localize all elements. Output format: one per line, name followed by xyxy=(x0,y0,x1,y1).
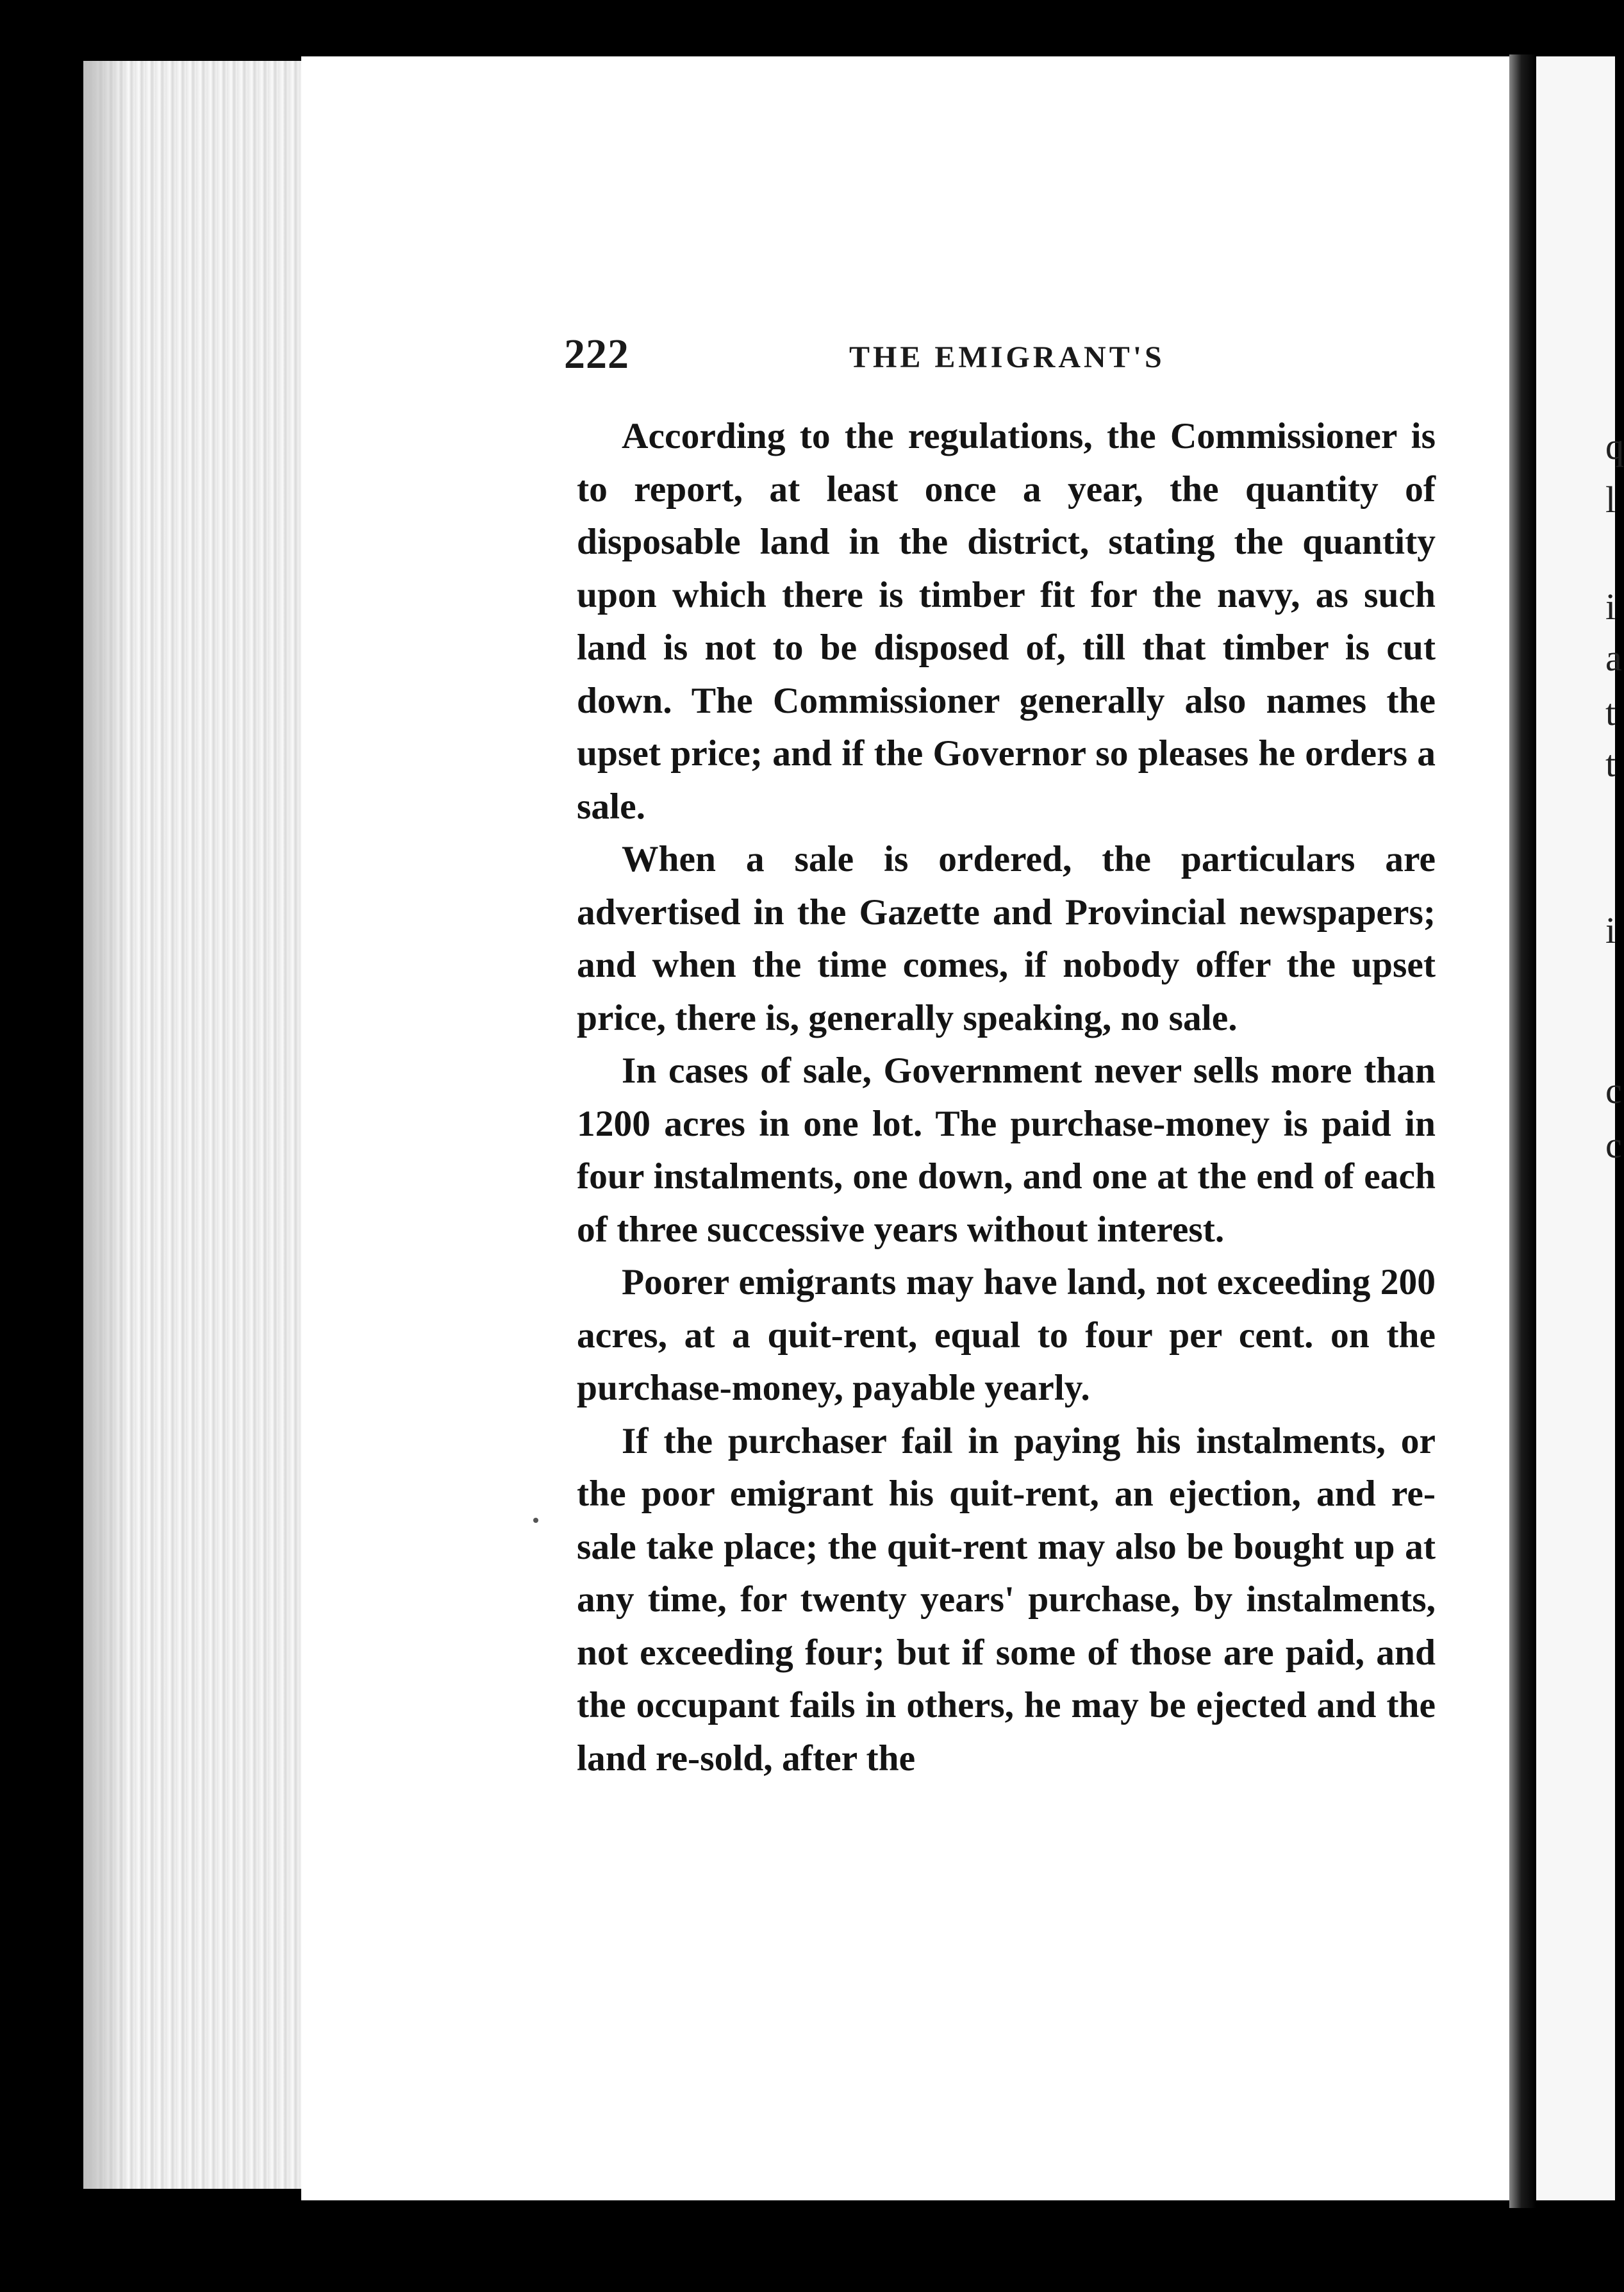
paragraph: In cases of sale, Government never sells more than 1200 acres in one lot. The purchase-money is paid in four instalments, one down, and one at the end of each of three successive years without interest. xyxy=(577,1050,1436,1250)
scan-speck xyxy=(533,1518,538,1523)
facing-page-fragment: q xyxy=(1605,426,1624,467)
body-text xyxy=(577,410,1436,1785)
page-number: 222 xyxy=(564,331,629,378)
facing-page-edge xyxy=(1536,56,1624,2200)
page-stack-shadow xyxy=(83,61,128,2189)
facing-page-fragment: a xyxy=(1605,637,1622,679)
facing-page-fragment: t xyxy=(1605,743,1616,785)
paragraph: Poorer emigrants may have land, not exceeding 200 acres, at a quit-rent, equal to four per cent. on the purchase-money, payable yearly. xyxy=(577,1262,1436,1408)
facing-page-fragment: c xyxy=(1605,1124,1622,1166)
facing-page-fragment: l xyxy=(1605,479,1616,520)
paragraph: When a sale is ordered, the particulars are advertised in the Gazette and Provincial newspapers; and when the time comes, if nobody offer the upset price, there is, generally speaking, no sale. xyxy=(577,839,1436,1038)
facing-page-fragment: i xyxy=(1605,909,1616,951)
running-title: THE EMIGRANT'S xyxy=(849,340,1165,374)
facing-page-fragment: i xyxy=(1605,586,1616,627)
paragraph: According to the regulations, the Commissioner is to report, at least once a year, the quantity of disposable land in the district, stating the quantity upon which there is timber fit for the navy, as such land is not to be disposed of, till that timber is cut down. The Commissioner generally also names the upset price; and if the Governor so pleases he orders a sale. xyxy=(577,416,1436,827)
page-stack-edge xyxy=(83,61,304,2189)
paragraph: If the purchaser fail in paying his instalments, or the poor emigrant his quit-rent, an ejection, and re-sale take place; the quit-rent may also be bought up at any time, for twenty years' purchase, by instalments, not exceeding four; but if some of those are paid, and the occupant fails in others, he may be ejected and the land re-sold, after the xyxy=(577,1420,1436,1779)
facing-page-fragment: c xyxy=(1605,1070,1622,1111)
book-gutter xyxy=(1509,54,1536,2208)
facing-page-fragment: t xyxy=(1605,692,1616,733)
